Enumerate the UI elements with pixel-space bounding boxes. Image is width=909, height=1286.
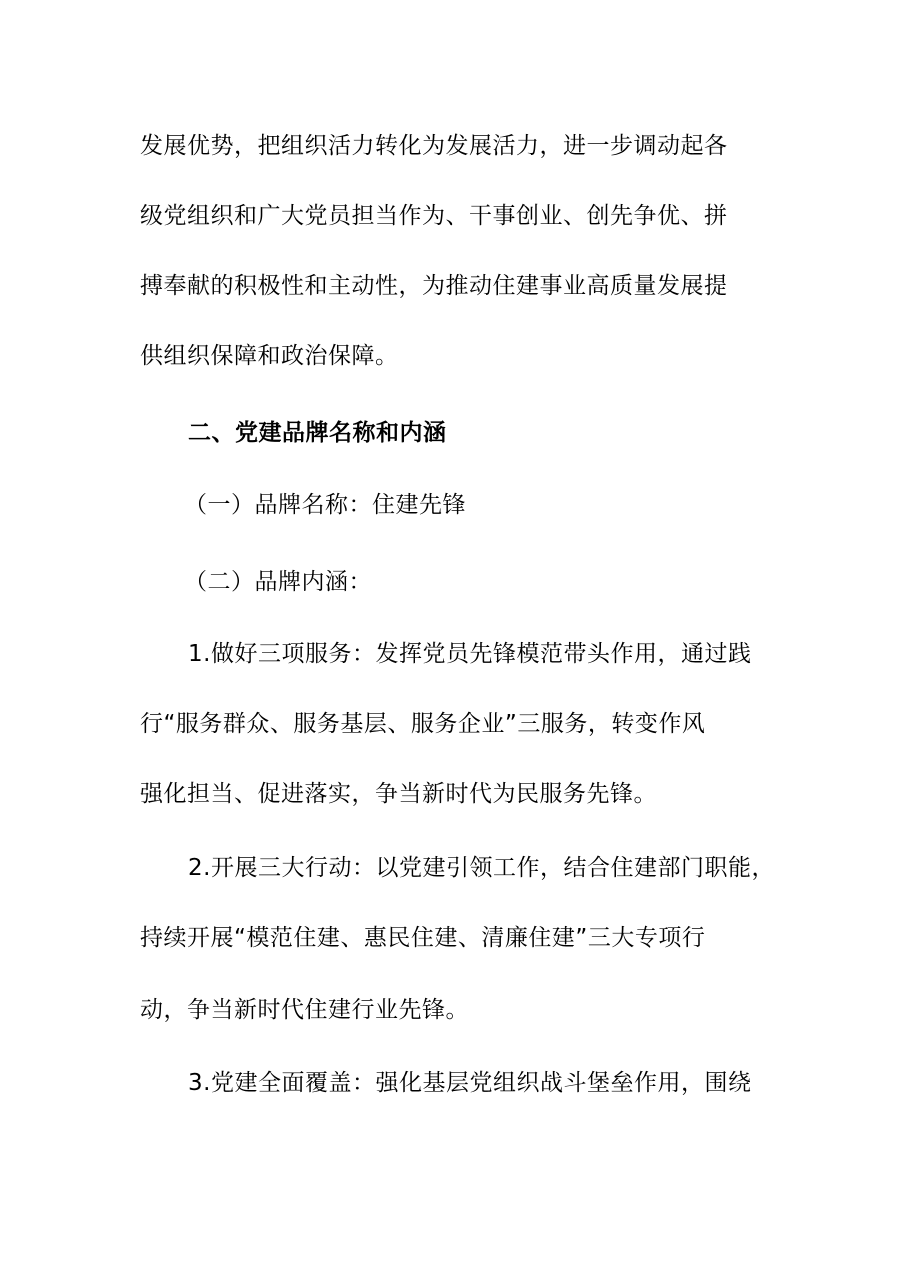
paragraph-line: 1.做好三项服务：发挥党员先锋模范带头作用，通过践 bbox=[188, 641, 752, 667]
paragraph-line: 动，争当新时代住建行业先锋。 bbox=[140, 997, 469, 1023]
subsection-heading: （一）品牌名称：住建先锋 bbox=[184, 492, 466, 518]
paragraph-line: 发展优势，把组织活力转化为发展活力，进一步调动起各 bbox=[140, 133, 728, 159]
subsection-heading: （二）品牌内涵： bbox=[184, 569, 372, 595]
paragraph-line: 搏奉献的积极性和主动性，为推动住建事业高质量发展提 bbox=[140, 273, 728, 299]
paragraph-line: 2.开展三大行动：以党建引领工作，结合住建部门职能， bbox=[188, 855, 775, 881]
paragraph-line: 3.党建全面覆盖：强化基层党组织战斗堡垒作用，围绕 bbox=[188, 1070, 752, 1096]
paragraph-line: 级党组织和广大党员担当作为、干事创业、创先争优、拼 bbox=[140, 203, 728, 229]
paragraph-line: 行“服务群众、服务基层、服务企业”三服务，转变作风 bbox=[140, 711, 706, 737]
paragraph-line: 供组织保障和政治保障。 bbox=[140, 343, 399, 369]
paragraph-line: 持续开展“模范住建、惠民住建、清廉住建”三大专项行 bbox=[140, 925, 706, 951]
section-heading: 二、党建品牌名称和内涵 bbox=[188, 420, 447, 446]
paragraph-line: 强化担当、促进落实，争当新时代为民服务先锋。 bbox=[140, 781, 657, 807]
